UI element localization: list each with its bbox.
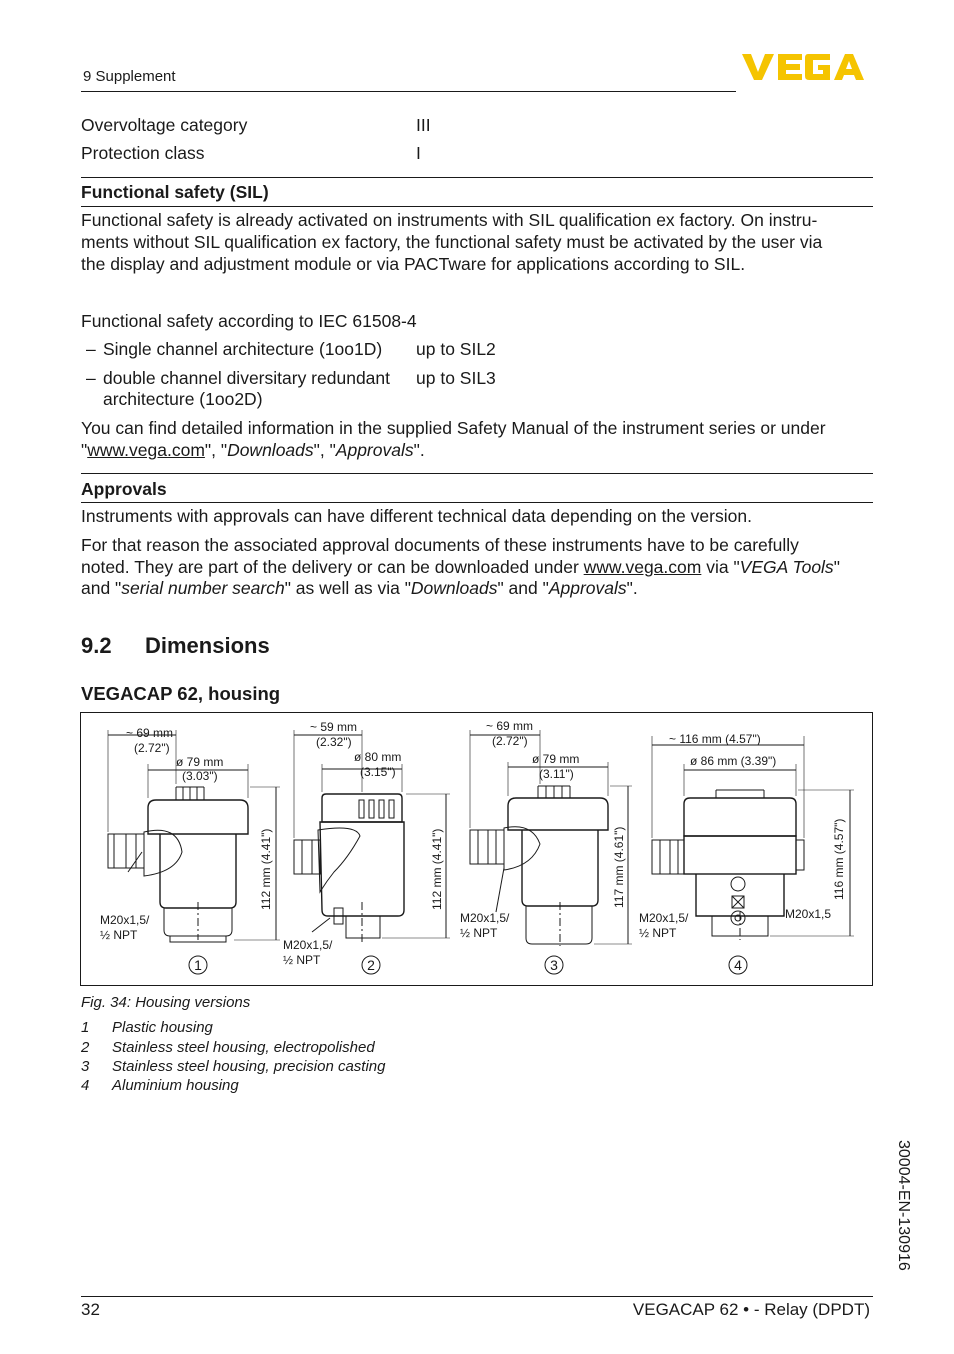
legend-item: 1 Plastic housing: [81, 1019, 213, 1036]
sil-info-line-1: You can find detailed information in the supplied Safety Manual of the instrument series or under: [81, 418, 826, 438]
header-rule: [81, 91, 736, 92]
h3-height-label: 117 mm (4.61"): [612, 826, 626, 908]
h4-width-label: ~ 116 mm (4.57"): [669, 732, 761, 746]
spec-label-overvoltage: Overvoltage category: [81, 115, 248, 135]
marker-1: 1: [194, 957, 202, 973]
approvals-para-1: Instruments with approvals can have different technical data depending on the version.: [81, 506, 752, 526]
h3-width-inch: (2.72"): [492, 734, 528, 748]
h4-height-label: 116 mm (4.57"): [832, 818, 846, 900]
sil-info-line-2: "www.vega.com", "Downloads", "Approvals".: [81, 440, 425, 460]
sil-vega-link[interactable]: www.vega.com: [87, 440, 205, 460]
sil-rule-bottom: [81, 206, 873, 207]
h1-diameter-inch: (3.03"): [182, 769, 218, 783]
approvals-vega-link[interactable]: www.vega.com: [583, 557, 702, 577]
h4-thread-1: M20x1,5/: [639, 911, 689, 925]
h4-thread-right: M20x1,5: [785, 907, 832, 921]
sil-item-value-1: up to SIL2: [416, 339, 496, 359]
footer-rule: [81, 1296, 873, 1297]
h1-width-label: ~ 69 mm: [126, 726, 174, 740]
sil-item-dash-1: –: [86, 339, 96, 359]
h2-thread-1: M20x1,5/: [283, 938, 333, 952]
marker-4: 4: [734, 957, 742, 973]
h1-diameter-label: ø 79 mm: [176, 755, 224, 769]
h2-width-label: ~ 59 mm: [310, 720, 358, 734]
h2-width-inch: (2.32"): [316, 735, 352, 749]
h3-thread-2: ½ NPT: [460, 926, 498, 940]
section-title: Dimensions: [145, 633, 270, 658]
spec-value-protection: I: [416, 143, 421, 163]
page-number: 32: [81, 1300, 100, 1319]
h4-thread-2: ½ NPT: [639, 926, 677, 940]
legend-item: 2 Stainless steel housing, electropolished: [81, 1039, 375, 1056]
spec-label-protection: Protection class: [81, 143, 205, 163]
h1-width-inch: (2.72"): [134, 741, 170, 755]
sil-para-line-3: the display and adjustment module or via PACTware for applications according to SIL.: [81, 254, 746, 274]
sil-item-dash-2: –: [86, 368, 96, 388]
subsection-title: VEGACAP 62, housing: [81, 683, 281, 704]
sil-heading: Functional safety (SIL): [81, 182, 269, 202]
h1-thread-2: ½ NPT: [100, 928, 138, 942]
h2-height-label: 112 mm (4.41"): [430, 828, 444, 910]
sil-item-label-2: double channel diversitary redundant: [103, 368, 390, 388]
h4-diameter-label: ø 86 mm (3.39"): [690, 754, 777, 768]
h1-thread-1: M20x1,5/: [100, 913, 150, 927]
marker-3: 3: [550, 957, 558, 973]
housing-dimensions-figure: [80, 712, 874, 987]
approvals-para-2-line-3: and "serial number search" as well as via "Downloads" and "Approvals".: [81, 578, 638, 598]
marker-2: 2: [367, 957, 375, 973]
approvals-heading: Approvals: [81, 479, 167, 499]
header-section: 9 Supplement: [83, 68, 176, 85]
sil-item-label-2b: architecture (1oo2D): [103, 389, 263, 409]
h3-width-label: ~ 69 mm: [486, 719, 534, 733]
section-number: 9.2: [81, 633, 112, 658]
approvals-rule-top: [81, 473, 873, 474]
h2-diameter-label: ø 80 mm: [354, 750, 402, 764]
h3-thread-1: M20x1,5/: [460, 911, 510, 925]
h2-thread-2: ½ NPT: [283, 953, 321, 967]
document-code: 30004-EN-130916: [895, 1140, 912, 1271]
sil-item-value-2: up to SIL3: [416, 368, 496, 388]
sil-para-line-2: ments without SIL qualification ex factory, the functional safety must be activated by the user via: [81, 232, 823, 252]
approvals-rule-bottom: [81, 502, 873, 503]
approvals-para-2-line-2: noted. They are part of the delivery or can be downloaded under www.vega.com via "VEGA Tools": [81, 557, 840, 577]
approvals-para-2-line-1: For that reason the associated approval documents of these instruments have to be carefully: [81, 535, 799, 555]
sil-standard: Functional safety according to IEC 61508-4: [81, 311, 417, 331]
sil-para-line-1: Functional safety is already activated on instruments with SIL qualification ex factory. On instru-: [81, 210, 818, 230]
footer-product: VEGACAP 62 • - Relay (DPDT): [632, 1300, 870, 1319]
legend-item: 3 Stainless steel housing, precision casting: [81, 1058, 386, 1075]
sil-rule-top: [81, 177, 873, 178]
h2-diameter-inch: (3.15"): [360, 765, 396, 779]
sil-item-label-1: Single channel architecture (1oo1D): [103, 339, 383, 359]
h3-diameter-label: ø 79 mm: [532, 752, 580, 766]
figure-caption: Fig. 34: Housing versions: [81, 994, 251, 1011]
vega-logo: [742, 52, 872, 82]
spec-value-overvoltage: III: [416, 115, 431, 135]
h3-diameter-inch: (3.11"): [539, 767, 574, 781]
legend-item: 4 Aluminium housing: [81, 1077, 239, 1094]
h1-height-label: 112 mm (4.41"): [259, 828, 273, 910]
